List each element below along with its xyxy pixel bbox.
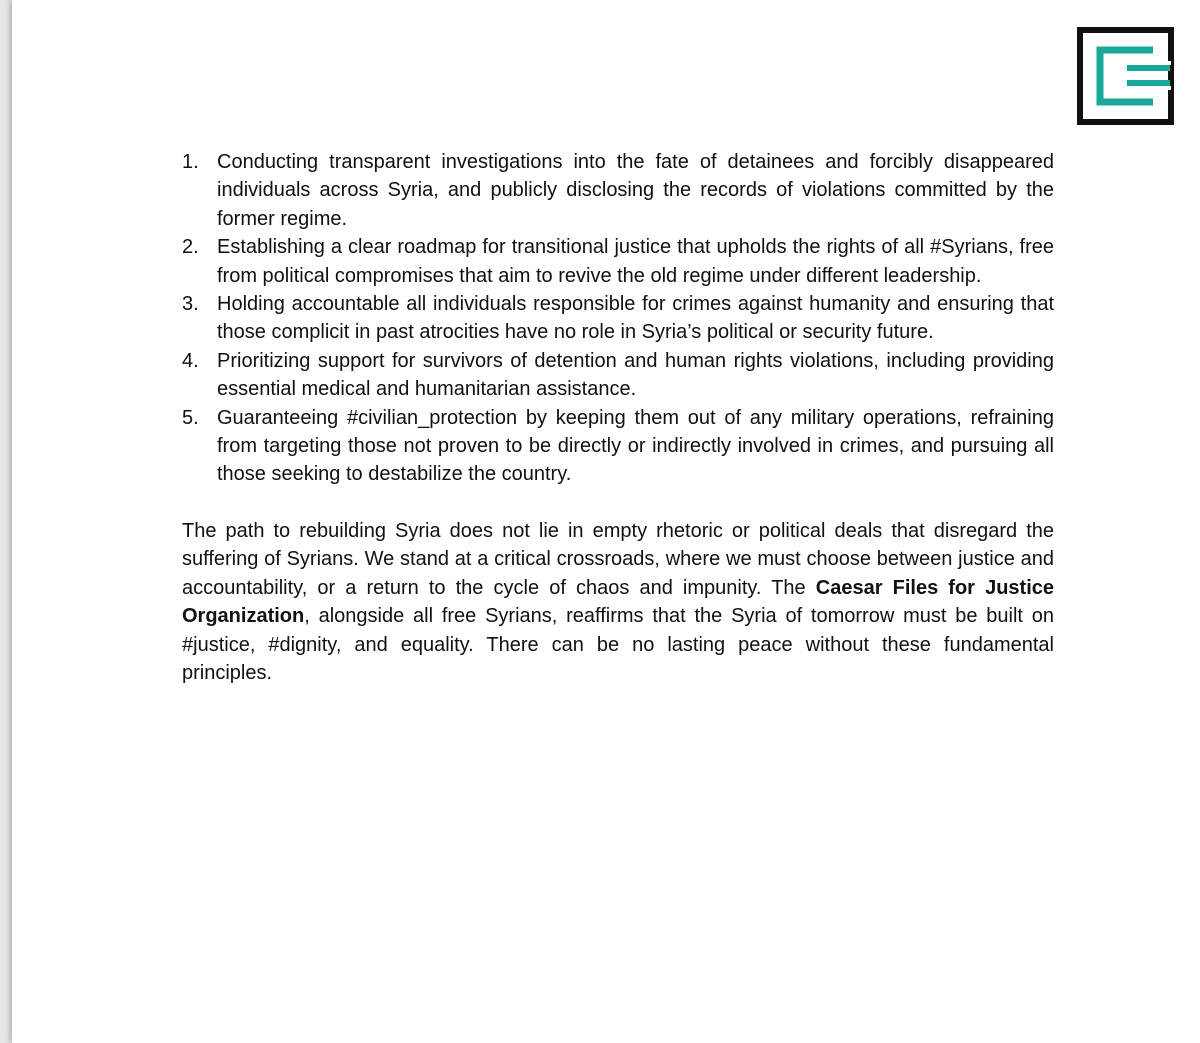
list-item-text: Guaranteeing #civilian_protection by keeping them out of any military operations, refraining from targeting those not proven to be directly or indirectly involved in crimes, and pursuing all those seeking to destabilize the country.: [217, 406, 1054, 486]
list-item: [182, 347, 1054, 404]
list-item-number: 3.: [182, 293, 199, 316]
closing-paragraph: [182, 517, 1054, 687]
list-item-text: Establishing a clear roadmap for transitional justice that upholds the rights of all #Syrians, free from political compromises that aim to revive the old regime under different leadership.: [217, 236, 1054, 287]
closing-text-end: , alongside all free Syrians, reaffirms that the Syria of tomorrow must be built on #justice, #dignity, and equality. There can be no lasting peace without these fundamental principles.: [182, 605, 1054, 684]
list-item: [182, 404, 1054, 489]
document-page: [12, 0, 1200, 1043]
list-item-number: 5.: [182, 406, 199, 429]
list-item-number: 1.: [182, 151, 199, 173]
closing-text-start: The path to rebuilding Syria does not lie in empty rhetoric or political deals that disregard the suffering of Syrians. We stand at a critical crossroads, where we must choose between justice and accountability, or a return to the cycle of chaos and impunity. The: [182, 519, 1054, 599]
list-item-text: Prioritizing support for survivors of detention and human rights violations, including providing essential medical and humanitarian assistance.: [217, 349, 1054, 401]
list-item-text: Holding accountable all individuals responsible for crimes against humanity and ensuring that those complicit in past atrocities have no role in Syria’s political or security future.: [217, 293, 1054, 344]
document-body: [182, 148, 1054, 707]
organization-name: Caesar Files for Justice Organization: [182, 576, 1054, 628]
list-item-text: Conducting transparent investigations into the fate of detainees and forcibly disappeared individuals across Syria, and publicly disclosing the records of violations committed by the former regime.: [217, 151, 1054, 230]
list-item: [182, 290, 1054, 347]
demands-list: [182, 148, 1054, 489]
list-item-number: 4.: [182, 349, 199, 372]
list-item: [182, 233, 1054, 290]
list-item: [182, 148, 1054, 233]
caesar-files-logo-icon: [1077, 27, 1174, 125]
list-item-number: 2.: [182, 236, 199, 259]
